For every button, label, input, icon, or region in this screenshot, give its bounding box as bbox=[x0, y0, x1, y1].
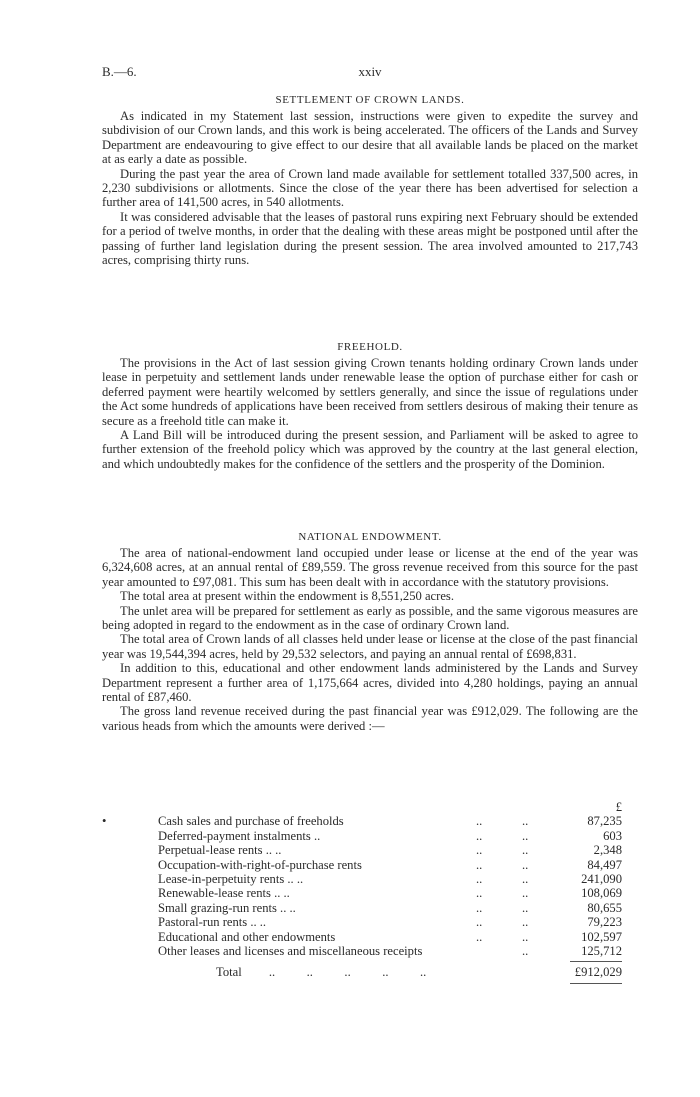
section-heading: FREEHOLD. bbox=[337, 341, 403, 353]
leader-dots: .. bbox=[476, 886, 483, 901]
table-row bbox=[102, 915, 622, 929]
leader-dots: .. .. .. .. .. bbox=[268, 965, 427, 980]
page-number: xxiv bbox=[358, 64, 382, 79]
row-label: Perpetual-lease rents .. .. bbox=[158, 843, 282, 858]
table-row bbox=[102, 944, 622, 958]
paragraph: As indicated in my Statement last session, instructions were given to expedite the survey and subdivision of our Crown lands, and this work is being accelerated. The officers of the Lands and Survey Department are endeavouring to give effect to our desire that all available lands be placed on the market at as early a date as possible. bbox=[102, 109, 638, 167]
paragraph: The provisions in the Act of last session giving Crown tenants holding ordinary Crown lands under lease in perpetuity and settlement lands under renewable lease the option of purchase either for cash or deferred payment were heartily welcomed by settlers generally, and since the issue of regulations under the Act some hundreds of applications have been received from settlers desirous of making their tenure as secure as a freehold title can make it. bbox=[102, 356, 638, 428]
freehold-section bbox=[102, 341, 638, 471]
row-amount: 241,090 bbox=[581, 872, 622, 887]
leader-dots: .. bbox=[522, 857, 529, 872]
leader-dots: .. bbox=[522, 886, 529, 901]
national-endowment-section bbox=[102, 531, 638, 733]
leader-dots: .. bbox=[522, 944, 529, 959]
row-amount: 84,497 bbox=[587, 857, 622, 872]
paragraph: A Land Bill will be introduced during the present session, and Parliament will be asked to agree to further extension of the freehold policy which was approved by the country at the last general election, and which undoubtedly makes for the confidence of the settlers and the prosperity of the Dominion. bbox=[102, 428, 638, 471]
row-label: Other leases and licenses and miscellaneous receipts bbox=[158, 944, 423, 959]
total-label: Total bbox=[216, 965, 242, 980]
row-amount: 79,223 bbox=[587, 915, 622, 930]
leader-dots: .. bbox=[476, 872, 483, 887]
table-row bbox=[102, 872, 622, 886]
leader-dots: .. bbox=[476, 915, 483, 930]
table-row bbox=[102, 829, 622, 843]
paragraph: The area of national-endowment land occupied under lease or license at the end of the year was 6,324,608 acres, at an annual rental of £89,559. The gross revenue received from this source for the past year amounted to £97,081. This sum has been dealt with in accordance with the statutory provisions. bbox=[102, 546, 638, 589]
table-row bbox=[102, 814, 622, 828]
row-label: Small grazing-run rents .. .. bbox=[158, 900, 296, 915]
row-label: Renewable-lease rents .. .. bbox=[158, 886, 290, 901]
row-amount: 87,235 bbox=[587, 814, 622, 829]
table-row bbox=[102, 858, 622, 872]
total-row bbox=[102, 962, 622, 979]
leader-dots: .. bbox=[522, 872, 529, 887]
bullet-mark: • bbox=[102, 814, 107, 829]
row-label: Cash sales and purchase of freeholds bbox=[158, 814, 344, 829]
row-amount: 125,712 bbox=[581, 944, 622, 959]
total-amount: £912,029 bbox=[574, 965, 622, 980]
table-row bbox=[102, 843, 622, 857]
revenue-table bbox=[102, 800, 638, 984]
paragraph: It was considered advisable that the leases of pastoral runs expiring next February should be extended for a period of twelve months, in order that the dealing with these areas might be postponed until after the passing of further land legislation during the present session. The area involved amounted to 217,743 acres, comprising thirty runs. bbox=[102, 209, 638, 268]
paragraph: The unlet area will be prepared for settlement as early as possible, and the same vigorous measures are being adopted in regard to the endowment as in the case of ordinary Crown land. bbox=[102, 603, 638, 633]
paragraph: The total area at present within the endowment is 8,551,250 acres. bbox=[120, 589, 454, 604]
row-amount: 80,655 bbox=[587, 900, 622, 915]
row-label: Educational and other endowments bbox=[158, 929, 336, 944]
leader-dots: .. bbox=[522, 929, 529, 944]
leader-dots: .. bbox=[476, 814, 483, 829]
row-label: Pastoral-run rents .. .. bbox=[158, 915, 267, 930]
leader-dots: .. bbox=[522, 900, 529, 915]
leader-dots: .. bbox=[476, 900, 483, 915]
leader-dots: .. bbox=[476, 857, 483, 872]
table-row bbox=[102, 901, 622, 915]
total-rule bbox=[570, 983, 622, 984]
row-amount: 603 bbox=[603, 828, 622, 843]
row-label: Lease-in-perpetuity rents .. .. bbox=[158, 872, 304, 887]
paragraph: The total area of Crown lands of all classes held under lease or license at the close of the past financial year was 19,544,394 acres, held by 29,532 selectors, and paying an annual rental of £698,831. bbox=[102, 632, 638, 661]
leader-dots: .. bbox=[476, 828, 483, 843]
leader-dots: .. bbox=[476, 929, 483, 944]
leader-dots: .. bbox=[522, 828, 529, 843]
document-reference: B.—6. bbox=[102, 64, 137, 79]
leader-dots: .. bbox=[522, 915, 529, 930]
crown-lands-section bbox=[102, 94, 638, 267]
leader-dots: .. bbox=[522, 843, 529, 858]
section-heading: SETTLEMENT OF CROWN LANDS. bbox=[275, 94, 465, 106]
paragraph: In addition to this, educational and other endowment lands administered by the Lands and Survey Department represent a further area of 1,175,664 acres, divided into 4,280 holdings, paying an annual rental of £87,460. bbox=[102, 661, 638, 705]
page-header bbox=[102, 64, 638, 82]
paragraph: The gross land revenue received during the past financial year was £912,029. The following are the various heads from which the amounts were derived :— bbox=[102, 704, 638, 733]
row-label: Occupation-with-right-of-purchase rents bbox=[158, 857, 362, 872]
table-row bbox=[102, 886, 622, 900]
table-row bbox=[102, 930, 622, 944]
currency-symbol: £ bbox=[615, 800, 622, 814]
row-amount: 108,069 bbox=[581, 886, 622, 901]
row-label: Deferred-payment instalments .. bbox=[158, 828, 321, 843]
row-amount: 102,597 bbox=[581, 929, 622, 944]
revenue-heads-table bbox=[102, 800, 622, 984]
paragraph: During the past year the area of Crown land made available for settlement totalled 337,500 acres, in 2,230 subdivisions or allotments. Since the close of the year there has been advertised for selection a further area of 141,500 acres, in 540 allotments. bbox=[102, 166, 638, 210]
leader-dots: .. bbox=[476, 843, 483, 858]
leader-dots: .. bbox=[522, 814, 529, 829]
row-amount: 2,348 bbox=[593, 843, 622, 858]
section-heading: NATIONAL ENDOWMENT. bbox=[298, 531, 442, 543]
